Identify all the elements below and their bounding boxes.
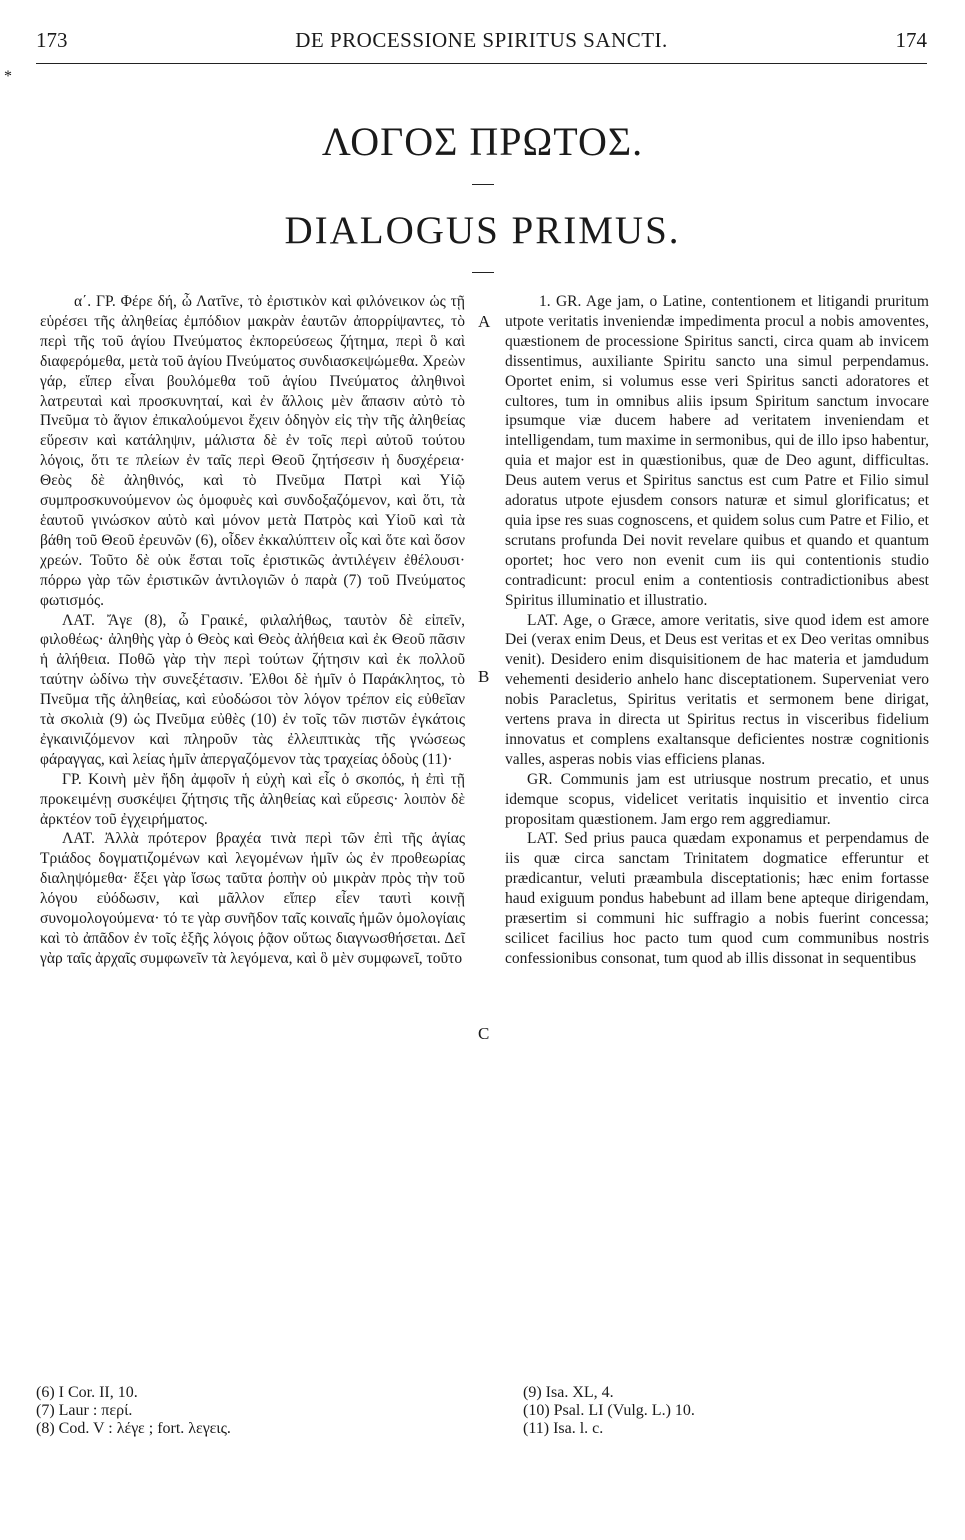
page-number-right: 174 [895,28,927,52]
greek-paragraph: ΛΑΤ. Ἀλλὰ πρότερον βραχέα τινὰ περὶ τῶν ἐπὶ τῆς ἁγίας Τριάδος δογματιζομένων καὶ λεγομένων ἡμῖν ὡς ἐν προθεωρίας διαληψόμεθα· ἕξει γὰρ ἴσως ταῦτα ῥοπὴν οὐ μικρὰν πρὸς τὴν τοῦ λόγου εὐόδωσιν, καὶ μᾶλλον εἴπερ εἶεν ταυτὶ κοινῇ συνομολογούμενα· τό τε γὰρ συνῆδον ταῖς κοιναῖς ἡμῶν ὁμολογίαις καὶ τὸ ἀπᾶδον ἐν τοῖς ἑξῆς λόγοις ῥᾷον οὕτως διαγνωσθήσεται. Δεῖ γὰρ ταῖς ἀρχαῖς συμφωνεῖν τὰ λεγόμενα, καὶ ὃ μὲν συμφωνεῖ, τοῦτο [40,830,465,967]
latin-paragraph: LAT. Sed prius pauca quædam exponamus et perpendamus de iis quæ circa sanctam Trinitatem dogmatice efferuntur et prædicantur, veluti præambula disceptationis; hæc enim fortasse haud exiguum pondus habebunt ad illam bene apteque dirigendam, præsertim si communi hic suffragio a nobis fuerint concessa; scilicet facilius hoc pacto tum quod cum communibus nostris confessionibus consonat, tum quod ab illis dissonat in sequentibus [505,830,929,967]
title-dash [472,184,494,185]
greek-paragraph: α΄. ΓΡ. Φέρε δή, ὦ Λατῖνε, τὸ ἐριστικὸν καὶ φιλόνεικον ὡς τῇ εὑρέσει τῆς ἀληθείας ἐμπόδιον μακρὰν ἑαυτῶν ἀπορρίψαντες, τὸ περὶ τῆς τοῦ ἁγίου Πνεύματος ἐκπορεύσεως ζήτημα, περὶ ὃ καὶ διαφερόμεθα, μετὰ τοῦ ἁγίου Πνεύματος συνδιασκεψώμεθα. Χρεὼν γάρ, εἴπερ εἶναι βουλόμεθα τοῦ ἁγίου Πνεύματος ἀληθινοὶ λατρευταὶ καὶ προσκυνηταί, καὶ ἐν ἄλλοις μὲν ἅπασιν αὐτὸ τὸ Πνεῦμα τὸ ἅγιον ἐπικαλούμενοι ἔχειν ὁδηγὸν εἰς τὴν τῆς ἀληθείας εὕρεσιν καὶ κατάληψιν, μάλιστα δὲ ἐν τοῖς περὶ αὐτοῦ τούτου λόγοις, ὅτι τε πλείων ἐν ταῖς περὶ Θεοῦ ζητήσεσιν ἡ δυσχέρεια· Θεὸς δὲ ἀληθινός, καὶ τὸ Πνεῦμα Πατρὶ καὶ Υἱῷ συμπροσκυνούμενον ὡς ὁμοφυὲς καὶ συνδοξαζόμενον, καὶ ὅτι, τὰ ἑαυτοῦ γινώσκον αὐτὸ καὶ μόνον μετὰ Πατρὸς καὶ Υἱοῦ καὶ τὰ βάθη τοῦ Θεοῦ ἐρευνῶν (6), οἶδεν ἐκκαλύπτειν οἷς καὶ ὅτε καὶ ὅσον χρεών. Τοῦτο δὲ οὐκ ἔσται τοῖς ἐριστικῶς ἀντιλέγειν ἐθέλουσι· πόρρω γὰρ τῶν ἐριστικῶν ἀντιλογιῶν ὁ παρὰ (7) τοῦ Πνεύματος φωτισμός. [40,293,465,609]
header-rule [36,63,927,64]
running-title: DE PROCESSIONE SPIRITUS SANCTI. [295,28,668,52]
footnote: (9) Isa. XL, 4. [523,1384,614,1401]
latin-paragraph: LAT. Age, o Græce, amore veritatis, sive quod idem est amore Dei (verax enim Deus, et Deus est veritas et ex Deo veritas omnibus venit). Desidero enim disquisitionem de hac materia et jamdudum vehementi desiderio anhelo hanc disceptationem. Superveniat vero nobis Paracletus, Spiritus veritatis et sermonem bene dirigat, vertens prava in directa ut Spiritus rectus in visceribus fidelium innovatus et complens exaltansque deficientes nostræ cognitionis valles, asperas nobis vias efficiens planas. [505,611,929,768]
greek-title: ΛΟΓΟΣ ΠΡΩΤΟΣ. [321,119,644,164]
margin-letter-c: C [478,1024,490,1043]
page-number-left: 173 [36,28,68,52]
greek-paragraph: ΓΡ. Κοινὴ μὲν ἤδη ἀμφοῖν ἡ εὐχὴ καὶ εἷς ὁ σκοπός, ἡ ἐπὶ τῇ προκειμένῃ συσκέψει ζήτησις τῆς ἀληθείας καὶ εὕρεσις· λοιπὸν δὲ ἀρκτέον τοῦ ἐγχειρήματος. [40,770,465,828]
footnote: (10) Psal. LI (Vulg. L.) 10. [523,1402,695,1419]
running-header [36,28,927,62]
latin-column [505,292,929,969]
margin-asterisk: * [4,68,12,85]
footnote: (7) Laur : περί. [36,1402,133,1419]
latin-title: DIALOGUS PRIMUS. [284,209,681,252]
footnotes-left [36,1384,231,1438]
footnote: (6) I Cor. II, 10. [36,1384,138,1401]
greek-paragraph: ΛΑΤ. Ἄγε (8), ὦ Γραικέ, φιλαλήθως, ταυτὸν δὲ εἰπεῖν, φιλοθέως· ἀληθὴς γὰρ ὁ Θεὸς καὶ Θεὸς ἀλήθεια καὶ ἐκ Θεοῦ πᾶσιν ἡ ἀλήθεια. Ποθῶ γὰρ τὴν περὶ τούτων ζήτησιν καὶ ἐκ πολλοῦ ταύτην ὠδίνω τὴν συνεξέτασιν. Ἐλθοι δὲ ἡμῖν ὁ Παράκλητος, τὸ Πνεῦμα τῆς ἀληθείας, καὶ εὐοδώσοι τὸν λόγον τρέπον εἰς εὐθεῖαν τὰ σκολιὰ (9) ὡς Πνεῦμα εὐθὲς (10) ἐν τοῖς τῶν πιστῶν ἐγκάτοις ἐγκαινιζόμενον καὶ πληροῦν τὰς ἐλλειπτικὰς τῆς γνώσεως φάραγγας, καὶ λείας ἡμῖν ἀπεργαζόμενον τὰς τραχείας ὁδοὺς (11)· [40,611,465,768]
latin-paragraph: GR. Communis jam est utriusque nostrum precatio, et unus idemque scopus, videlicet veritatis inquisitio et inventio circa propositam quæstionem. Jam ergo rem aggrediamur. [505,770,929,828]
footnote: (8) Cod. V : λέγε ; fort. λεγεις. [36,1420,231,1437]
title-dash [472,272,494,273]
margin-letter-b: B [478,667,490,686]
greek-column [40,292,465,969]
footnotes-right [523,1384,695,1438]
footnote: (11) Isa. l. c. [523,1420,604,1437]
latin-paragraph: 1. GR. Age jam, o Latine, contentionem et litigandi pruritum utpote veritatis inveniendæ impedimenta procul a nobis amoventes, quæstionem de processione Spiritus sancti, circa quam ab invicem dissentimus, auxiliante Spiritu sancto una simul perpendamus. Oportet enim, si volumus esse veri Spiritus sancti adoratores et cultores, tum in omnibus aliis ipsum Spiritum sanctum invocare ipsumque viæ ducem habere ad veritatem inveniendam et intelligendam, tum maxime in sermonibus, qui de illo ipso habentur, quia et major est in quæstionibus, quæ de Deo agunt, difficultas. Deus autem verus et Spiritus sanctus est cum Patre et Filio simul adoratus utpote ejusdem consors naturæ et simul glorificatus; et quia ipse res suas cognoscens, et quidem solus cum Patre et Filio, et scrutans profunda Dei novit revelare quibus et quando et quantum oportet; hoc vero non evenit cum iis qui contentionis studio contradicunt: procul enim a contentiosis contradictionibus abest Spiritus illuminatio et illustratio. [505,293,929,609]
margin-letter-a: A [478,312,491,331]
